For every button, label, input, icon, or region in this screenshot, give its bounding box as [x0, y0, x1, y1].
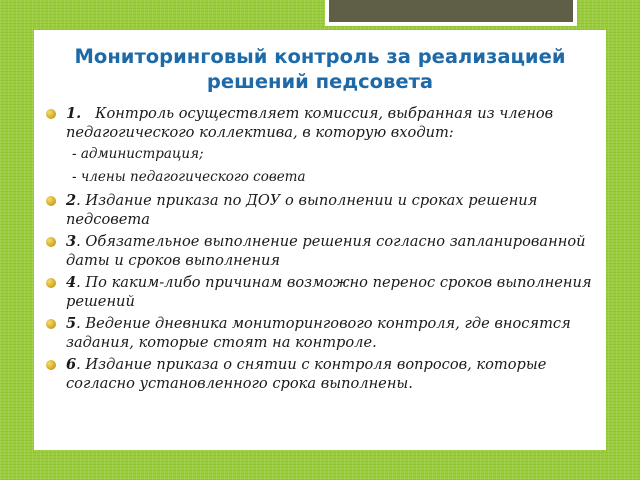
item-number: 4 — [66, 274, 77, 291]
decorative-top-panel — [325, 0, 577, 26]
item-text: Контроль осуществляет комиссия, выбранная из членов педагогического коллектива, в которую входит: — [66, 105, 554, 141]
bullet-icon — [46, 237, 56, 247]
list-item — [44, 355, 599, 393]
item-number: 2 — [66, 192, 77, 209]
item-number: 1. — [66, 105, 82, 122]
bullet-icon — [46, 278, 56, 288]
item-text: . По каким-либо причинам возможно перенос сроков выполнения решений — [66, 274, 592, 310]
bullet-icon — [46, 196, 56, 206]
bullet-icon — [46, 109, 56, 119]
item-text: . Ведение дневника мониторингового контроля, где вносятся задания, которые стоят на контроле. — [66, 315, 571, 351]
item-text: . Обязательное выполнение решения согласно запланированной даты и сроков выполнения — [66, 233, 586, 269]
list-item — [44, 314, 599, 352]
item-number: 3 — [66, 233, 77, 250]
item-number: 5 — [66, 315, 77, 332]
slide-title: Мониторинговый контроль за реализацией решений педсовета — [74, 45, 566, 93]
content-card — [34, 30, 606, 450]
item-text: . Издание приказа по ДОУ о выполнении и сроках решения педсовета — [66, 192, 538, 228]
list-item — [44, 232, 599, 270]
bullet-icon — [46, 360, 56, 370]
bullet-icon — [46, 319, 56, 329]
sub-item: - администрация; — [72, 146, 204, 162]
item-number: 6 — [66, 356, 77, 373]
item-text: . Издание приказа о снятии с контроля вопросов, которые согласно установленного срока выполнены. — [66, 356, 547, 392]
list-item — [44, 273, 599, 311]
bullet-list — [44, 104, 599, 396]
sub-item: - члены педагогического совета — [72, 169, 306, 185]
list-item — [44, 104, 599, 142]
list-item — [44, 191, 599, 229]
